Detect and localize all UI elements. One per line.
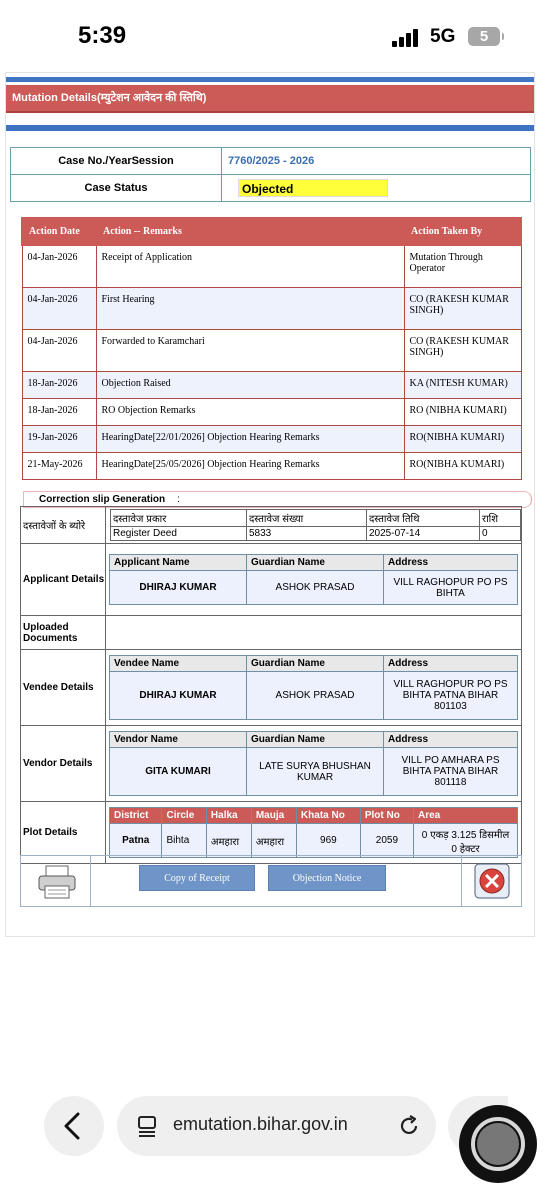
page-menu-icon[interactable]	[135, 1113, 161, 1139]
battery-icon: 5	[468, 27, 500, 46]
objection-notice-button[interactable]: Objection Notice	[268, 865, 386, 891]
applicant-address-header: Address	[384, 555, 518, 571]
correction-slip-sep: :	[177, 494, 180, 505]
plot-mauja-header: Mauja	[251, 808, 296, 824]
applicant-table	[109, 554, 518, 605]
col-action-remarks: Action -- Remarks	[96, 218, 404, 245]
case-info-table	[10, 147, 531, 202]
doc-date: 2025-07-14	[367, 527, 480, 541]
plot-area-header: Area	[414, 808, 518, 824]
copy-of-receipt-button[interactable]: Copy of Receipt	[139, 865, 255, 891]
action-by: RO(NIBHA KUMARI)	[404, 425, 521, 452]
plot-halka-header: Halka	[206, 808, 251, 824]
vendee-section-label: Vendee Details	[21, 650, 106, 726]
action-by: RO (NIBHA KUMARI)	[404, 398, 521, 425]
details-table	[20, 506, 522, 864]
assistive-touch-button[interactable]	[459, 1105, 537, 1183]
plot-table	[109, 807, 518, 858]
table-row	[22, 329, 521, 371]
close-icon[interactable]	[474, 863, 510, 899]
case-status-badge: Objected	[238, 179, 388, 197]
top-divider	[6, 77, 534, 82]
url-text: emutation.bihar.gov.in	[173, 1114, 348, 1134]
plot-number-header: Plot No	[360, 808, 413, 824]
vendee-address-header: Address	[384, 656, 518, 672]
uploaded-section-label: Uploaded Documents	[21, 616, 106, 650]
table-row	[22, 371, 521, 398]
print-cell	[21, 856, 91, 906]
action-remarks: RO Objection Remarks	[96, 398, 404, 425]
section-divider	[6, 125, 534, 131]
vendee-guardian-header: Guardian Name	[247, 656, 384, 672]
table-row	[22, 245, 521, 287]
close-cell	[461, 856, 521, 906]
action-date: 19-Jan-2026	[22, 425, 96, 452]
case-no-value: 7760/2025 - 2026	[222, 148, 531, 175]
vendor-section-label: Vendor Details	[21, 726, 106, 802]
plot-district: Patna	[110, 824, 162, 858]
document-table	[110, 509, 521, 541]
action-date: 04-Jan-2026	[22, 287, 96, 329]
vendor-row	[21, 726, 522, 802]
action-button-row	[20, 855, 522, 907]
vendor-name: GITA KUMARI	[110, 748, 247, 796]
col-action-date: Action Date	[22, 218, 96, 245]
doc-amount: 0	[480, 527, 521, 541]
vendee-name-header: Vendee Name	[110, 656, 247, 672]
action-date: 04-Jan-2026	[22, 329, 96, 371]
doc-date-header: दस्तावेज तिथि	[367, 510, 480, 527]
plot-area: 0 एकड़ 3.125 डिसमील 0 हेक्टर	[414, 824, 518, 858]
plot-mauja: अमहारा	[251, 824, 296, 858]
plot-circle-header: Circle	[162, 808, 206, 824]
vendee-address: VILL RAGHOPUR PO PS BIHTA PATNA BIHAR 801103	[384, 672, 518, 720]
vendee-name: DHIRAJ KUMAR	[110, 672, 247, 720]
vendor-guardian-header: Guardian Name	[247, 732, 384, 748]
address-bar[interactable]	[117, 1096, 436, 1156]
plot-number: 2059	[360, 824, 413, 858]
uploaded-row	[21, 616, 522, 650]
vendor-table	[109, 731, 518, 796]
vendor-address-header: Address	[384, 732, 518, 748]
doc-type: Register Deed	[111, 527, 247, 541]
applicant-name: DHIRAJ KUMAR	[110, 571, 247, 605]
doc-type-header: दस्तावेज प्रकार	[111, 510, 247, 527]
action-date: 04-Jan-2026	[22, 245, 96, 287]
table-row	[22, 425, 521, 452]
vendor-name-header: Vendor Name	[110, 732, 247, 748]
vendee-table	[109, 655, 518, 720]
action-date: 21-May-2026	[22, 452, 96, 479]
applicant-row	[21, 544, 522, 616]
vendee-row	[21, 650, 522, 726]
chevron-left-icon	[44, 1096, 104, 1156]
vendee-guardian: ASHOK PRASAD	[247, 672, 384, 720]
signal-icon	[392, 29, 418, 47]
applicant-guardian: ASHOK PRASAD	[247, 571, 384, 605]
action-history-table	[21, 217, 522, 480]
vendor-address: VILL PO AMHARA PS BIHTA PATNA BIHAR 801118	[384, 748, 518, 796]
table-row	[22, 287, 521, 329]
action-remarks: HearingDate[25/05/2026] Objection Hearing Remarks	[96, 452, 404, 479]
back-button[interactable]	[44, 1096, 104, 1156]
mutation-page	[5, 72, 535, 937]
applicant-guardian-header: Guardian Name	[247, 555, 384, 571]
action-date: 18-Jan-2026	[22, 371, 96, 398]
table-row	[22, 452, 521, 479]
page-title: Mutation Details(म्युटेशन आवेदन की स्तिथि)	[6, 85, 534, 113]
plot-khata: 969	[296, 824, 360, 858]
applicant-name-header: Applicant Name	[110, 555, 247, 571]
doc-number-header: दस्तावेज संख्या	[247, 510, 367, 527]
action-by: Mutation Through Operator	[404, 245, 521, 287]
status-time: 5:39	[78, 22, 127, 49]
plot-section-label: Plot Details	[21, 802, 106, 864]
applicant-address: VILL RAGHOPUR PO PS BIHTA	[384, 571, 518, 605]
case-no-label: Case No./YearSession	[11, 148, 222, 175]
action-by: RO(NIBHA KUMARI)	[404, 452, 521, 479]
action-remarks: First Hearing	[96, 287, 404, 329]
action-remarks: Objection Raised	[96, 371, 404, 398]
case-status-label: Case Status	[11, 175, 222, 202]
action-by: KA (NITESH KUMAR)	[404, 371, 521, 398]
printer-icon[interactable]	[37, 864, 77, 900]
applicant-section-label: Applicant Details	[21, 544, 106, 616]
status-bar	[0, 0, 554, 72]
action-remarks: Receipt of Application	[96, 245, 404, 287]
action-remarks: Forwarded to Karamchari	[96, 329, 404, 371]
document-section-label: दस्तावेजों के ब्योरे	[21, 507, 106, 544]
action-remarks: HearingDate[22/01/2026] Objection Hearing Remarks	[96, 425, 404, 452]
document-row	[21, 507, 522, 544]
plot-district-header: District	[110, 808, 162, 824]
col-action-by: Action Taken By	[404, 218, 521, 245]
uploaded-documents	[106, 616, 522, 650]
plot-khata-header: Khata No	[296, 808, 360, 824]
plot-halka: अमहारा	[206, 824, 251, 858]
table-row	[22, 398, 521, 425]
correction-slip-label: Correction slip Generation	[39, 494, 166, 505]
network-type: 5G	[430, 26, 456, 47]
vendor-guardian: LATE SURYA BHUSHAN KUMAR	[247, 748, 384, 796]
action-by: CO (RAKESH KUMAR SINGH)	[404, 329, 521, 371]
reload-icon[interactable]	[396, 1113, 422, 1139]
plot-circle: Bihta	[162, 824, 206, 858]
action-date: 18-Jan-2026	[22, 398, 96, 425]
action-by: CO (RAKESH KUMAR SINGH)	[404, 287, 521, 329]
doc-amount-header: राशि	[480, 510, 521, 527]
doc-number: 5833	[247, 527, 367, 541]
